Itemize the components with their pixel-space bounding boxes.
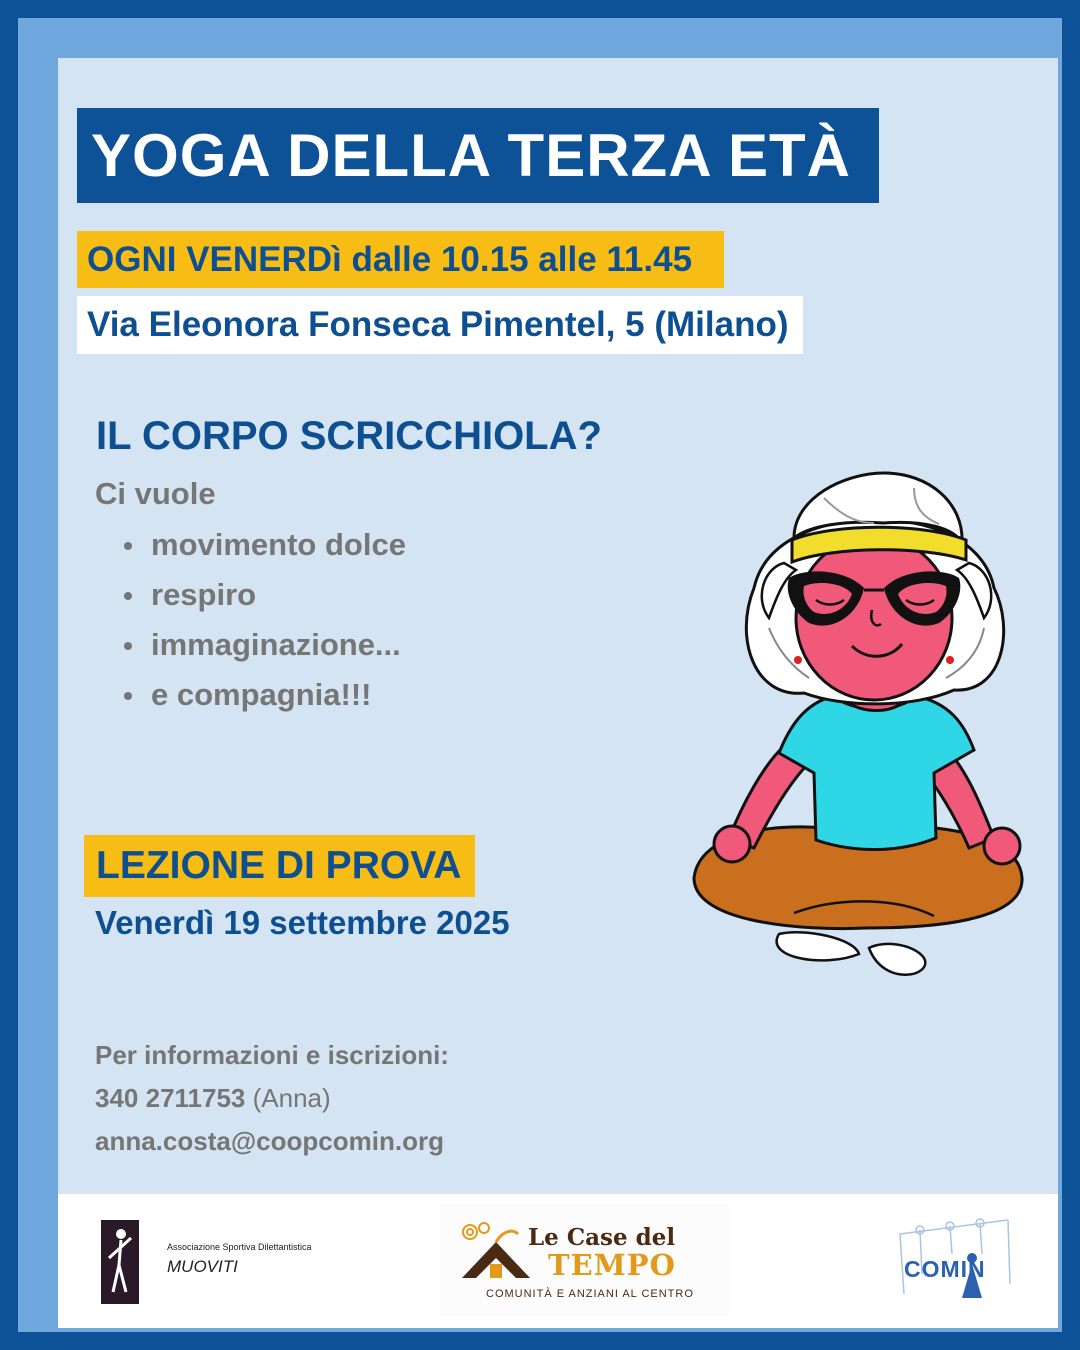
bullet-icon [124,692,132,700]
trial-lesson-banner: LEZIONE DI PROVA [84,835,475,897]
list-item [151,620,406,670]
list-item [151,570,406,620]
bullet-icon [124,642,132,650]
headline-question: IL CORPO SCRICCHIOLA? [96,414,602,458]
list-item [151,520,406,570]
list-item [151,670,406,720]
contact-phone [95,1083,331,1114]
bullet-icon [124,592,132,600]
comin-logo: COMIN [890,1214,1018,1304]
poster-title: YOGA DELLA TERZA ETÀ [77,108,879,203]
benefits-list [151,520,406,720]
list-item-label: movimento dolce [151,527,406,562]
house-spiral-icon [456,1218,536,1288]
trial-lesson-date: Venerdì 19 settembre 2025 [95,904,510,941]
contact-heading: Per informazioni e iscrizioni: [95,1040,449,1070]
address-banner: Via Eleonora Fonseca Pimentel, 5 (Milano) [77,296,803,354]
muoviti-logo: Associazione Sportiva Dilettantistica MUOVITI [101,1212,331,1308]
poster [58,58,1058,1328]
bullet-icon [124,542,132,550]
list-item-label: e compagnia!!! [151,677,372,712]
poster-frame [18,18,1062,1332]
schedule-banner: OGNI VENERDì dalle 10.15 alle 11.45 [77,231,724,288]
phone-contact-name: (Anna) [252,1083,331,1113]
contact-email[interactable]: anna.costa@coopcomin.org [95,1126,444,1156]
phone-number: 340 2711753 [95,1083,246,1113]
intro-text: Ci vuole [95,476,216,511]
list-item-label: respiro [151,577,257,612]
sponsors-footer [58,1194,1058,1328]
athlete-figure-icon [101,1220,139,1304]
list-item-label: immaginazione... [151,627,401,662]
case-del-tempo-logo: Le Case del TEMPO COMUNITÀ E ANZIANI AL CENTRO [440,1204,730,1316]
meditating-grandmother-icon [684,428,1050,988]
